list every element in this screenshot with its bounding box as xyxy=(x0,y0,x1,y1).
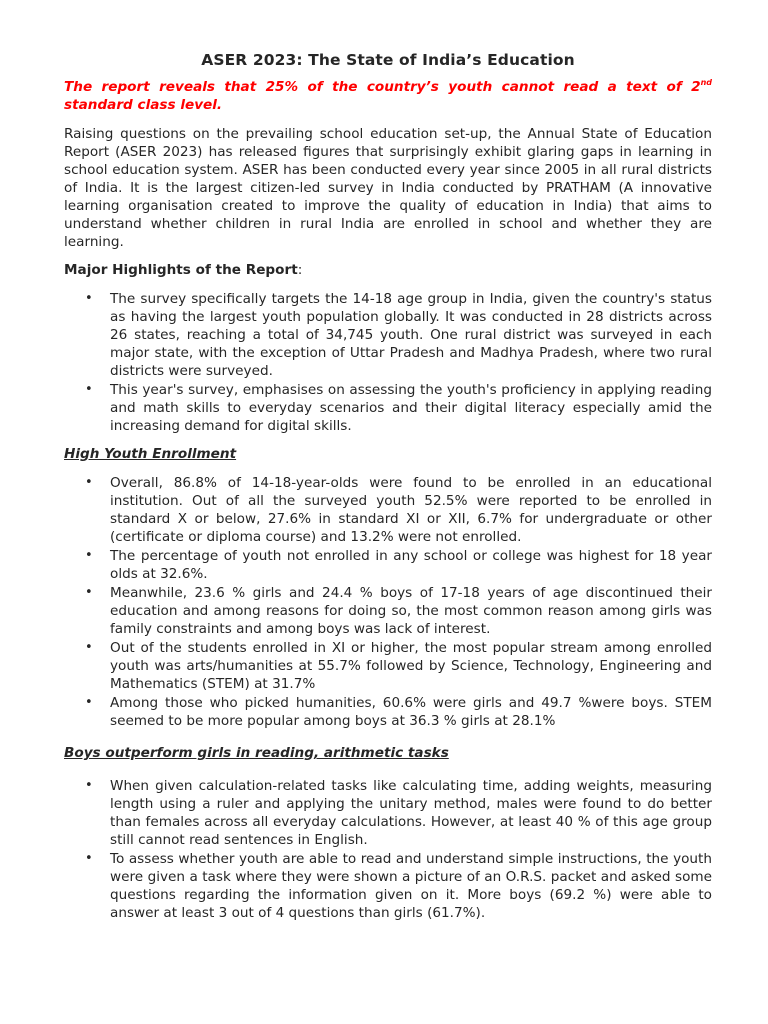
list-item xyxy=(85,547,712,583)
bullet-icon: • xyxy=(85,548,93,563)
highlights-list xyxy=(64,290,712,435)
list-item xyxy=(85,777,712,849)
list-item xyxy=(85,381,712,435)
lead-text: The report reveals that 25% of the country’s youth cannot read a text of 2 xyxy=(64,79,701,95)
list-item xyxy=(85,584,712,638)
list-item-text: The survey specifically targets the 14-18 age group in India, given the country's status as having the largest youth population globally. It was conducted in 28 districts across 26 states, reaching a total of 34,745 youth. One rural district was surveyed in each major state, with the exception of Uttar Pradesh and Madhya Pradesh, where two rural districts were surveyed. xyxy=(110,291,712,379)
bullet-icon: • xyxy=(85,291,93,306)
list-item-text: The percentage of youth not enrolled in any school or college was highest for 18 year olds at 32.6%. xyxy=(110,548,712,582)
lead-text-after: standard class level. xyxy=(64,97,223,113)
lead-statement xyxy=(64,78,712,114)
bullet-icon: • xyxy=(85,585,93,600)
bullet-icon: • xyxy=(85,382,93,397)
list-item-text: Among those who picked humanities, 60.6% were girls and 49.7 %were boys. STEM seemed to be more popular among boys at 36.3 % girls at 28.1% xyxy=(110,695,712,729)
performance-list xyxy=(64,777,712,922)
bullet-icon: • xyxy=(85,778,93,793)
bullet-icon: • xyxy=(85,851,93,866)
list-item-text: To assess whether youth are able to read and understand simple instructions, the youth were given a task where they were shown a picture of an O.R.S. packet and asked some questions regarding the information given on it. More boys (69.2 %) were able to answer at least 3 out of 4 questions than girls (61.7%). xyxy=(110,851,712,921)
bullet-icon: • xyxy=(85,475,93,490)
list-item xyxy=(85,290,712,380)
page-title: ASER 2023: The State of India’s Education xyxy=(201,51,575,69)
list-item-text: Overall, 86.8% of 14-18-year-olds were found to be enrolled in an educational institution. Out of all the surveyed youth 52.5% were reported to be enrolled in standard X or below, 27.6% in standard XI or XII, 6.7% for undergraduate or other (certificate or diploma course) and 13.2% were not enrolled. xyxy=(110,475,712,545)
list-item-text: Out of the students enrolled in XI or higher, the most popular stream among enrolled youth was arts/humanities at 55.7% followed by Science, Technology, Engineering and Mathematics (STEM) at 31.7% xyxy=(110,640,712,692)
enrollment-heading: High Youth Enrollment xyxy=(64,446,237,462)
highlights-heading-colon: : xyxy=(297,262,303,278)
performance-heading: Boys outperform girls in reading, arithmetic tasks xyxy=(64,745,449,761)
list-item-text: This year's survey, emphasises on assessing the youth's proficiency in applying reading and math skills to everyday scenarios and their digital literacy especially amid the increasing demand for digital skills. xyxy=(110,382,712,434)
highlights-heading-text: Major Highlights of the Report xyxy=(64,262,298,278)
enrollment-list xyxy=(64,474,712,730)
list-item xyxy=(85,850,712,922)
list-item-text: Meanwhile, 23.6 % girls and 24.4 % boys of 17-18 years of age discontinued their education and among reasons for doing so, the most common reason among girls was family constraints and among boys was lack of interest. xyxy=(110,585,712,637)
highlights-heading xyxy=(64,261,712,279)
lead-superscript: nd xyxy=(700,78,712,87)
list-item-text: When given calculation-related tasks like calculating time, adding weights, measuring length using a ruler and applying the unitary method, males were found to do better than females across all everyday calculations. However, at least 40 % of this age group still cannot read sentences in English. xyxy=(110,778,712,848)
intro-paragraph: Raising questions on the prevailing school education set-up, the Annual State of Education Report (ASER 2023) has released figures that surprisingly exhibit glaring gaps in learning in school education system. ASER has been conducted every year since 2005 in all rural districts of India. It is the largest citizen-led survey in India conducted by PRATHAM (A innovative learning organisation created to improve the quality of education in India) that aims to understand whether children in rural India are enrolled in school and whether they are learning. xyxy=(64,126,712,250)
list-item xyxy=(85,474,712,546)
bullet-icon: • xyxy=(85,695,93,710)
bullet-icon: • xyxy=(85,640,93,655)
list-item xyxy=(85,639,712,693)
list-item xyxy=(85,694,712,730)
